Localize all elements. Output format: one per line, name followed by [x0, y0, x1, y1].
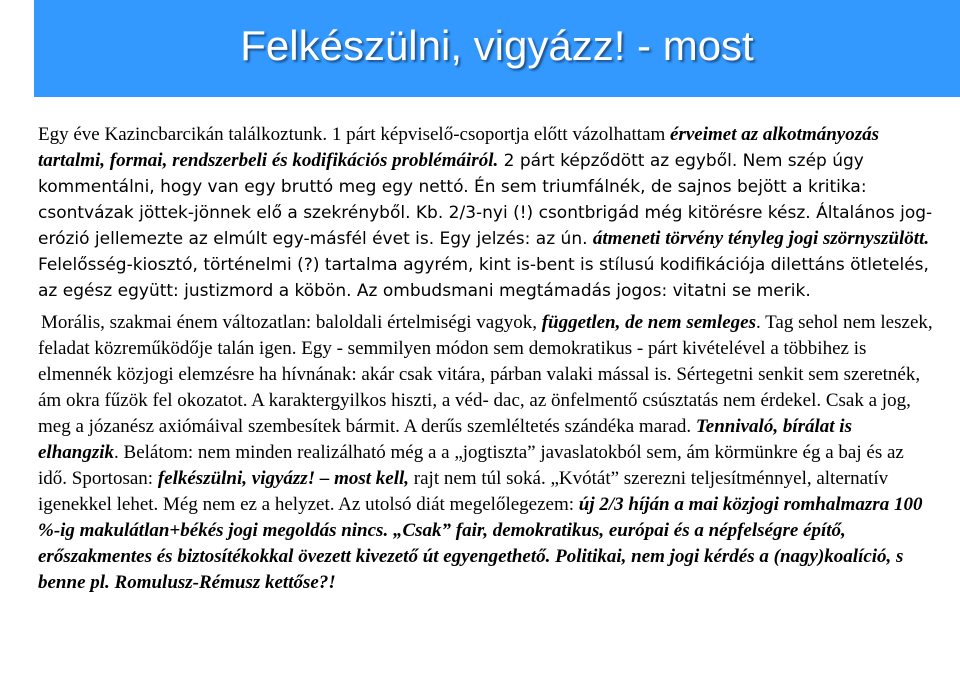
p2-emphasis-independent: független, de nem semleges	[541, 312, 756, 333]
p1-intro: Egy éve Kazincbarcikán találkoztunk. 1 párt képviselő-csoportja előtt vázolhattam	[38, 124, 671, 145]
p2-intro: Morális, szakmai énem változatlan: baloldali értelmiségi vagyok,	[41, 312, 542, 333]
paragraph-1	[38, 122, 933, 304]
p1-commentary: 2 párt képződött az egyből. Nem szép úgy kommentálni, hogy van egy bruttó meg egy nettó. Én sem triumfálnék, de sajnos bejött a kritika: csontvázak jöttek-jönnek elő a szekrényből. Kb. 2/3-nyi (!) csontbrigád még kitörésre kész. Általános jog-erózió jellemezte az elmúlt egy-másfél évet is. Egy jelzés: az ún.	[38, 151, 933, 249]
p1-emphasis-transitional-law: átmeneti törvény tényleg jogi szörnyszülött.	[592, 228, 930, 249]
title-bar	[34, 0, 960, 97]
p1-conclusion: Felelősség-kiosztó, történelmi (?) tartalma agyrém, kint is-bent is stílusú kodifikációja dilettáns ötletelés, az egész együtt: justizmord a köbön. Az ombudsmani megtámadás jogos: vitatni se merik.	[38, 255, 929, 301]
p2-quota: rajt nem túl soká. „Kvótát” szerezni teljesítménnyel, alternatív igenekkel lehet. Még nem ez a helyzet. Az utolsó diát megelőlegezem:	[38, 468, 889, 515]
p2-body: . Tag sehol nem leszek, feladat közreműködője talán igen. Egy - semmilyen módon sem demokratikus - párt kivételével a többihez is elmennék közjogi elemzésre ha hívnának: akár csak vitára, párban valaki mással is. Sértegetni senkit sem szeretnék, ám okra fűzök fel okozatot. A karaktergyilkos hiszti, a véd- dac, az önfelmentő csúsztatás nem érdekel. Csak a jog, meg a józanész axiómáival szembesítek bármit. A derűs szemléltetés szándéka marad.	[38, 312, 933, 437]
slide-title: Felkészülni, vigyázz! - most	[240, 22, 754, 69]
p2-middle: . Belátom: nem minden realizálható még a a „jogtiszta” javaslatokból sem, ám körmünkre ég a baj és az idő. Sportosan:	[38, 442, 904, 489]
p1-emphasis-arguments: érveimet az alkotmányozás tartalmi, formai, rendszerbeli és kodifikációs problémáiról.	[38, 124, 880, 171]
slide-body	[38, 122, 933, 596]
p2-emphasis-critique: Tennivaló, bírálat is elhangzik	[38, 416, 852, 463]
paragraph-2	[38, 310, 933, 596]
p2-emphasis-final: új 2/3 híján a mai közjogi romhalmazra 100 %-ig makulátlan+békés jogi megoldás nincs. „Csak” fair, demokratikus, európai és a népfelségre építő, erőszakmentes és biztosítékokkal övezett kivezető út egyengethető. Politikai, nem jogi kérdés a (nagy)koalíció, s benne pl. Romulusz-Rémusz kettőse?!	[38, 494, 923, 593]
p2-emphasis-get-ready: felkészülni, vigyázz! – most kell,	[157, 468, 410, 489]
